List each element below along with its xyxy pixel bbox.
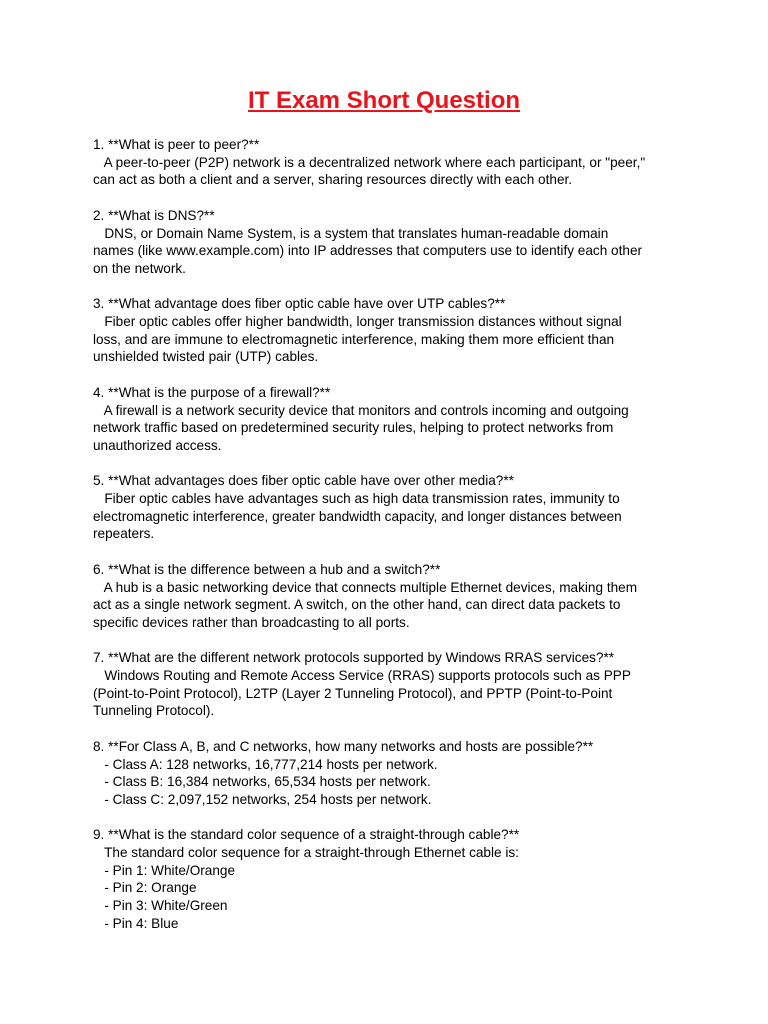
question-block	[93, 384, 683, 455]
answer-line: network traffic based on predetermined security rules, helping to protect networks from	[93, 420, 614, 436]
answer-line: on the network.	[93, 260, 186, 276]
answer-line: unauthorized access.	[93, 437, 222, 453]
answer-line: - Pin 3: White/Green	[93, 898, 228, 914]
answer-line: repeaters.	[93, 526, 155, 542]
answer-line: A peer-to-peer (P2P) network is a decentralized network where each participant, or "peer,"	[93, 154, 646, 170]
answer-line: A firewall is a network security device that monitors and controls incoming and outgoing	[93, 402, 629, 418]
question-block	[93, 561, 683, 632]
answer-line: The standard color sequence for a straight-through Ethernet cable is:	[93, 845, 519, 860]
question-block	[93, 738, 683, 809]
answer-line: names (like www.example.com) into IP addresses that computers use to identify each other	[93, 243, 643, 259]
answer-line: act as a single network segment. A switch, on the other hand, can direct data packets to	[93, 597, 621, 613]
question-block	[93, 136, 683, 189]
question-block	[93, 295, 683, 366]
answer-line: electromagnetic interference, greater bandwidth capacity, and longer distances between	[93, 508, 622, 524]
answer-line: - Class B: 16,384 networks, 65,534 hosts per network.	[93, 774, 431, 790]
question-text: 7. **What are the different network protocols supported by Windows RRAS services?**	[93, 650, 615, 666]
question-text: 1. **What is peer to peer?**	[93, 137, 260, 152]
answer-line: - Pin 2: Orange	[93, 880, 197, 896]
question-text: 6. **What is the difference between a hub and a switch?**	[93, 561, 441, 577]
question-text: 4. **What is the purpose of a firewall?**	[93, 384, 331, 400]
answer-line: (Point-to-Point Protocol), L2TP (Layer 2 Tunneling Protocol), and PPTP (Point-to-Point	[93, 685, 613, 701]
answer-line: A hub is a basic networking device that connects multiple Ethernet devices, making them	[93, 579, 638, 595]
answer-line: - Pin 1: White/Orange	[93, 862, 236, 878]
answer-line: - Pin 4: Blue	[93, 915, 179, 931]
answer-line: - Class A: 128 networks, 16,777,214 hosts per network.	[93, 756, 438, 772]
question-text: 3. **What advantage does fiber optic cable have over UTP cables?**	[93, 296, 506, 312]
answer-line: specific devices rather than broadcasting to all ports.	[93, 614, 410, 630]
question-text: 2. **What is DNS?**	[93, 207, 215, 223]
question-block	[93, 207, 683, 278]
answer-line: DNS, or Domain Name System, is a system that translates human-readable domain	[93, 225, 609, 241]
answer-line: Windows Routing and Remote Access Service (RRAS) supports protocols such as PPP	[93, 668, 631, 683]
answer-line: - Class C: 2,097,152 networks, 254 hosts per network.	[93, 791, 432, 807]
answer-line: Fiber optic cables offer higher bandwidth, longer transmission distances without signal	[93, 314, 622, 329]
answer-line: loss, and are immune to electromagnetic interference, making them more efficient than	[93, 331, 615, 347]
question-text: 8. **For Class A, B, and C networks, how many networks and hosts are possible?**	[93, 738, 594, 754]
answer-line: unshielded twisted pair (UTP) cables.	[93, 349, 319, 365]
question-list	[93, 136, 683, 933]
answer-line: can act as both a client and a server, sharing resources directly with each other.	[93, 172, 573, 188]
question-text: 9. **What is the standard color sequence of a straight-through cable?**	[93, 827, 520, 843]
question-block	[93, 472, 683, 543]
answer-line: Fiber optic cables have advantages such as high data transmission rates, immunity to	[93, 491, 620, 506]
question-text: 5. **What advantages does fiber optic cable have over other media?**	[93, 473, 514, 489]
document-title: IT Exam Short Question	[247, 87, 521, 114]
question-block	[93, 826, 683, 932]
answer-line: Tunneling Protocol).	[93, 703, 215, 719]
question-block	[93, 649, 683, 720]
